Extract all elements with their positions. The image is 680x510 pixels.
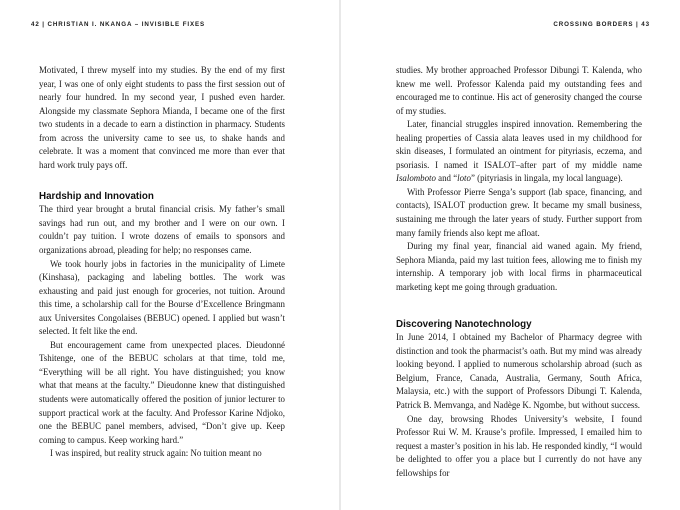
- paragraph: Motivated, I threw myself into my studies. By the end of my first year, I was one of only eight students to pass the first session out of nearly four hundred. In my second year, I pushed even harder. Alongside my classmate Sephora Mianda, I became one of the first two students in a decade to earn a distinction in pharmacy. Students from across the university came to see us, to shake hands and celebrate. It was a moment that convinced me more than ever that hard work truly pays off.: [39, 65, 285, 170]
- paragraph: But encouragement came from unexpected places. Dieudonné Tshitenge, one of the BEBUC scholars at that time, told me, “Everything will be all right. You have distinguished; you know what that means at the faculty.” Dieudonne knew that distinguished students were automatically offered the position of junior lecturer to support practical work at the faculty. And Professor Karine Ndjoko, one the BEBUC panel members, advised, “Don’t give up. Keep coming to campus. Keep working hard.”: [39, 339, 285, 445]
- paragraph: One day, browsing Rhodes University’s website, I found Professor Rui W. M. Krause’s profile. Impressed, I emailed him to request a master’s position in his lab. He responded kindly, “I would be delighted to offer you a place but I currently do not have any fellowships for: [396, 413, 642, 478]
- paragraph: In June 2014, I obtained my Bachelor of Pharmacy degree with distinction and took the pharmacist’s oath. But my mind was already looking beyond. I applied to numerous scholarship abroad (such as Belgium, France, Canada, Australia, Germany, South Africa, Malaysia, etc.) with the support of Professors Dibungi T. Kalenda, Patrick B. Memvanga, and Nadège K. Ngombe, but without success.: [396, 332, 642, 411]
- paragraph: During my final year, financial aid waned again. My friend, Sephora Mianda, paid my last tuition fees, allowing me to finish my internship. A temporary job with local firms in pharmaceutical marketing kept me going through graduation.: [396, 241, 642, 292]
- paragraph: The third year brought a brutal financial crisis. My father’s small savings had run out, and my brother and I were on our own. I couldn’t pay tuition. I wrote dozens of emails to sponsors and organizations abroad, pleading for help; no responses came.: [39, 204, 285, 256]
- italic-term: Isalomboto: [396, 173, 436, 184]
- right-running-header: CROSSING BORDERS | 43: [553, 21, 650, 28]
- right-text-column: [396, 64, 642, 480]
- right-page: [340, 0, 680, 510]
- section-heading-nanotechnology: Discovering Nanotechnology: [396, 319, 532, 331]
- paragraph: [396, 118, 642, 186]
- section-heading-hardship: Hardship and Innovation: [39, 191, 154, 203]
- paragraph: We took hourly jobs in factories in the municipality of Limete (Kinshasa), packaging and labeling bottles. The work was exhausting and paid just enough for groceries, not tuition. Around this time, a scholarship call for the Bourse d’Excellence Bringmann aux Universites Congolaises (BEBUC) opened. I applied but wasn’t selected. It felt like the end.: [39, 258, 285, 337]
- paragraph: studies. My brother approached Professor Dibungi T. Kalenda, who knew me well. Professor Kalenda paid my outstanding fees and encouraged me to continue. His act of generosity changed the course of my studies.: [396, 65, 642, 116]
- section-gap: [396, 294, 642, 318]
- italic-term: loto: [457, 173, 471, 184]
- paragraph: I was inspired, but reality struck again: No tuition meant no: [50, 448, 262, 459]
- paragraph-text: ” (pityriasis in lingala, my local language).: [470, 173, 623, 184]
- left-running-header: 42 | CHRISTIAN I. NKANGA – INVISIBLE FIXES: [31, 21, 206, 28]
- left-text-column: [39, 64, 285, 461]
- paragraph: With Professor Pierre Senga’s support (lab space, financing, and contacts), ISALOT production grew. It became my small business, sustaining me through the later years of study. Further support from many family friends also kept me afloat.: [396, 186, 642, 238]
- section-gap: [39, 172, 285, 190]
- paragraph-text: and “: [435, 173, 458, 184]
- paragraph-text: Later, financial struggles inspired innovation. Remembering the healing properties of Cassia alata leaves used in my childhood for skin diseases, I formulated an ointment for pityriasis, eczema, and psoriasis. I named it ISALOT–after part of my middle name: [396, 119, 642, 170]
